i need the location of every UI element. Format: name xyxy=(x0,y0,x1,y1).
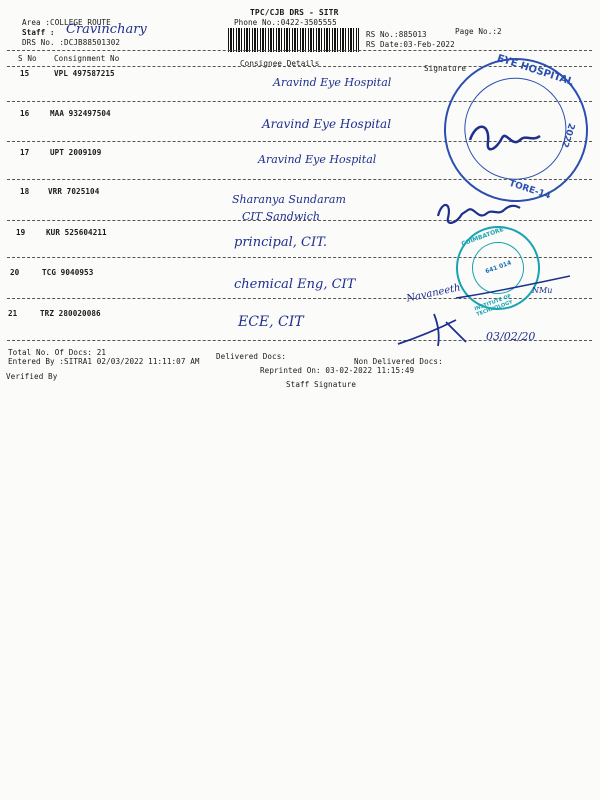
total-docs: Total No. Of Docs: 21 xyxy=(8,348,107,357)
row-consignment-number: VPL 497587215 xyxy=(54,69,115,78)
row-sno: 15 xyxy=(20,69,30,78)
column-header-consignee: Consignee Details xyxy=(240,59,320,68)
row-consignment-number: TCG 9040953 xyxy=(42,268,94,277)
row-sno: 21 xyxy=(8,309,18,318)
rs-number: RS No.:885013 xyxy=(366,30,427,39)
row-sno: 18 xyxy=(20,187,30,196)
row-sno: 16 xyxy=(20,109,30,118)
staff-signature-label: Staff Signature xyxy=(286,380,357,389)
row-consignment-number: KUR 525604211 xyxy=(46,228,107,237)
entered-by: Entered By :SITRA1 02/03/2022 11:11:07 AM xyxy=(8,357,200,366)
college-stamp-side: INSTITUTE OF TECHNOLOGY xyxy=(473,293,514,318)
row-consignment-number: VRR 7025104 xyxy=(48,187,100,196)
row-consignee: principal, CIT. xyxy=(234,235,327,250)
row-consignee: Aravind Eye Hospital xyxy=(262,117,392,131)
verified-by: Verified By xyxy=(6,372,58,381)
row-consignee: chemical Eng, CIT xyxy=(234,277,356,292)
drs-number: DRS No. :DCJB88501302 xyxy=(22,38,121,47)
signature-row18 xyxy=(434,196,524,230)
document-title: TPC/CJB DRS - SITR xyxy=(250,8,339,17)
staff-handwritten-name: Cravinchary xyxy=(66,22,147,37)
signature-row20-mark: NMu xyxy=(532,286,553,295)
barcode xyxy=(228,28,359,52)
staff-label: Staff : xyxy=(22,28,55,37)
row-sno: 20 xyxy=(10,268,20,277)
delivered-docs: Delivered Docs: xyxy=(216,352,287,361)
hospital-stamp-title: EYE HOSPITAL xyxy=(495,52,575,89)
row-consignment-number: MAA 932497504 xyxy=(50,109,111,118)
row-consignee-secondary: CIT Sandwich xyxy=(242,210,320,223)
phone-number: Phone No.:0422-3505555 xyxy=(234,18,337,27)
signature-row20-name: Navaneeth xyxy=(405,282,462,305)
page-number: Page No.:2 xyxy=(455,27,502,36)
column-header-sno: S No xyxy=(18,54,37,63)
row-consignee: Aravind Eye Hospital xyxy=(258,153,377,166)
signature-row20-line xyxy=(454,272,574,302)
row-consignment-number: TRZ 280020086 xyxy=(40,309,101,318)
row-sno: 17 xyxy=(20,148,30,157)
column-header-consignment: Consignment No xyxy=(54,54,120,63)
signature-row21 xyxy=(396,312,496,348)
row-consignee: Sharanya Sundaram xyxy=(232,193,346,206)
signature-row16 xyxy=(466,120,546,160)
row-consignee: ECE, CIT xyxy=(238,314,304,330)
divider xyxy=(7,50,592,51)
hospital-stamp-side: TORE-14 xyxy=(507,178,552,202)
hospital-stamp-year: 2022 xyxy=(558,121,577,149)
reprinted-on: Reprinted On: 03-02-2022 11:15:49 xyxy=(260,366,415,375)
rs-date: RS Date:03-Feb-2022 xyxy=(366,40,455,49)
college-stamp-name: COIMBATORE xyxy=(460,226,505,248)
row-consignee: Aravind Eye Hospital xyxy=(273,76,392,89)
row-consignment-number: UPT 2009109 xyxy=(50,148,102,157)
row-sno: 19 xyxy=(16,228,26,237)
column-header-signature: Signature xyxy=(424,64,467,73)
non-delivered-docs: Non Delivered Docs: xyxy=(354,357,443,366)
area-label: Area :COLLEGE ROUTE xyxy=(22,18,111,27)
college-stamp xyxy=(444,214,552,322)
college-stamp-code: 641 014 xyxy=(484,259,513,276)
signature-row21-date: 03/02/20 xyxy=(486,330,536,343)
